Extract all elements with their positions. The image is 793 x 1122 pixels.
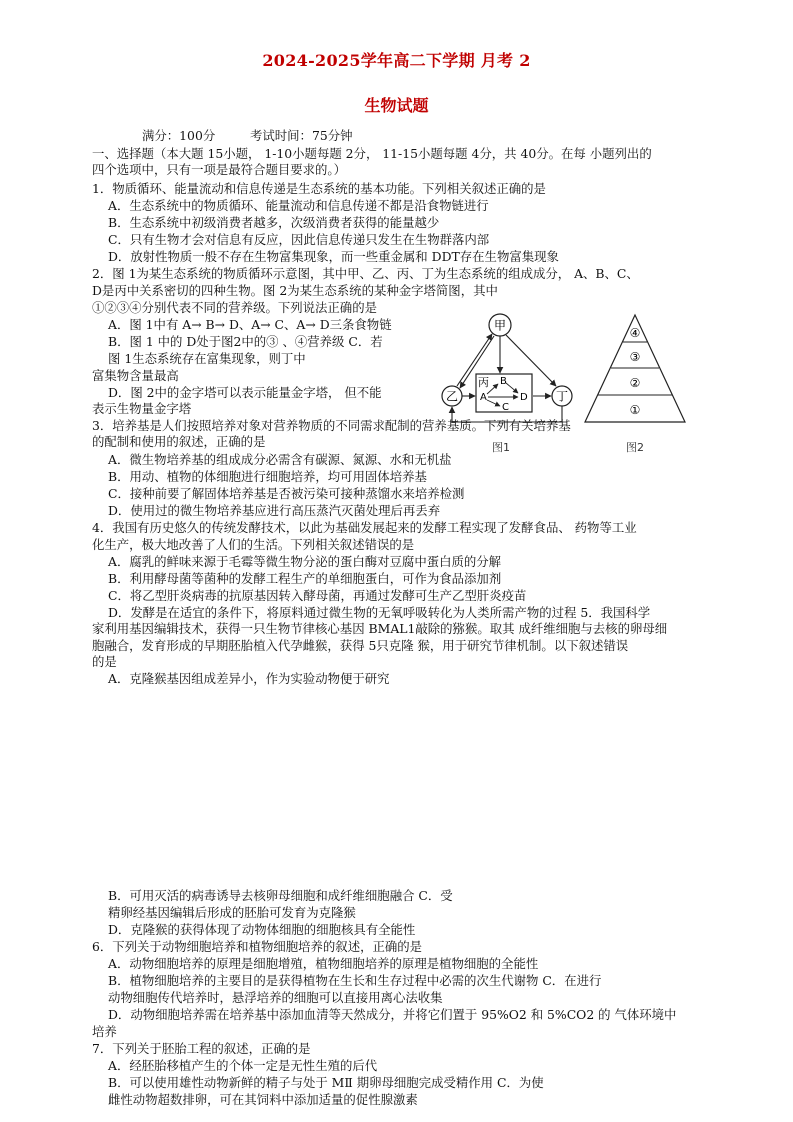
text-line: B．可用灭活的病毒诱导去核卵母细胞和成纤维细胞融合 C．受 xyxy=(108,888,453,903)
text-line: A．生态系统中的物质循环、能量流动和信息传递不都是沿食物链进行 xyxy=(108,198,489,213)
text-line: 3．培养基是人们按照培养对象对营养物质的不同需求配制的营养基质。下列有关培养基 xyxy=(92,418,571,433)
text-line: 的是 xyxy=(92,654,117,669)
exam-subtitle: 生物试题 xyxy=(364,96,429,115)
text-line: 雌性动物超数排卵，可在其饲料中添加适量的促性腺激素 xyxy=(108,1092,418,1107)
text-line: 四个选项中，只有一项是最符合题目要求的。） xyxy=(92,162,347,177)
text-line: A．动物细胞培养的原理是细胞增殖，植物细胞培养的原理是植物细胞的全能性 xyxy=(108,956,539,971)
figure1-caption: 图1 xyxy=(492,441,510,454)
figures-svg xyxy=(440,310,710,460)
text-line: B．植物细胞培养的主要目的是获得植物在生长和生存过程中必需的次生代谢物 C．在进行 xyxy=(108,973,602,988)
text-line: A．微生物培养基的组成成分必需含有碳源、氮源、水和无机盐 xyxy=(108,452,452,467)
node-yi-label: 乙 xyxy=(445,389,459,404)
text-line: D是丙中关系密切的四种生物。图 2为某生态系统的某种金字塔简图，其中 xyxy=(92,283,498,298)
box-bing-label: 丙 xyxy=(478,376,489,389)
text-line: 化生产，极大地改善了人们的生活。下列相关叙述错误的是 xyxy=(92,537,415,552)
text-line: 胞融合，发育形成的早期胚胎植入代孕雌猴，获得 5只克隆 猴，用于研究节律机制。以下叙述错误 xyxy=(92,638,629,653)
text-line: 2．图 1为某生态系统的物质循环示意图，其中甲、乙、丙、丁为生态系统的组成成分， A、B、C、 xyxy=(92,266,639,281)
text-line: 4．我国有历史悠久的传统发酵技术，以此为基础发展起来的发酵工程实现了发酵食品、 药物等工业 xyxy=(92,520,637,535)
text-line: B．图 1 中的 D处于图2中的③ 、④营养级 C．若 xyxy=(108,334,383,349)
text-line: B．利用酵母菌等菌种的发酵工程生产的单细胞蛋白，可作为食品添加剂 xyxy=(108,571,502,586)
level-2: ② xyxy=(629,376,641,390)
text-line: D．图 2中的金字塔可以表示能量金字塔， 但不能 xyxy=(108,385,382,400)
node-jia-label: 甲 xyxy=(493,318,507,333)
letter-a: A xyxy=(480,392,487,403)
text-line: A．图 1中有 A→ B→ D、A→ C、A→ D三条食物链 xyxy=(108,317,392,332)
text-line: B．可以使用雄性动物新鲜的精子与处于 MⅡ 期卵母细胞完成受精作用 C．为使 xyxy=(108,1075,544,1090)
text-line: 6．下列关于动物细胞培养和植物细胞培养的叙述，正确的是 xyxy=(92,939,423,954)
text-line: 的配制和使用的叙述，正确的是 xyxy=(92,434,266,449)
text-line: 图 1生态系统存在富集现象，则丁中 xyxy=(108,351,306,366)
letter-d: D xyxy=(520,392,528,403)
text-line: 7．下列关于胚胎工程的叙述，正确的是 xyxy=(92,1041,311,1056)
letter-b: B xyxy=(500,376,507,387)
level-3: ③ xyxy=(629,350,641,364)
text-line: B．用动、植物的体细胞进行细胞培养，均可用固体培养基 xyxy=(108,469,427,484)
text-line: A．经胚胎移植产生的个体一定是无性生殖的后代 xyxy=(108,1058,378,1073)
text-line: A．克隆猴基因组成差异小，作为实验动物便于研究 xyxy=(108,671,390,686)
text-line: 家利用基因编辑技术，获得一只生物节律核心基因 BMAL1敲除的猕猴。取其 成纤维细胞与去核的卵母细 xyxy=(92,621,668,636)
time-info: 考试时间：75分钟 xyxy=(250,128,353,143)
level-4: ④ xyxy=(629,326,641,340)
text-line: 表示生物量金字塔 xyxy=(92,401,192,416)
text-line: ①②③④分别代表不同的营养级。下列说法正确的是 xyxy=(92,300,377,315)
text-line: C．只有生物才会对信息有反应，因此信息传递只发生在生物群落内部 xyxy=(108,232,490,247)
figure1-diagram xyxy=(442,314,572,422)
text-line: D．克隆猴的获得体现了动物体细胞的细胞核具有全能性 xyxy=(108,922,416,937)
text-line: 1．物质循环、能量流动和信息传递是生态系统的基本功能。下列相关叙述正确的是 xyxy=(92,181,546,196)
text-line: D．动物细胞培养需在培养基中添加血清等天然成分，并将它们置于 95%O2 和 5%CO2 的 气体环境中 xyxy=(108,1007,677,1022)
text-line: C．将乙型肝炎病毒的抗原基因转入酵母菌，再通过发酵可生产乙型肝炎疫苗 xyxy=(108,588,527,603)
score-info: 满分：100分 xyxy=(142,128,216,143)
exam-title: 2024-2025学年高二下学期 月考 2 xyxy=(262,51,531,70)
level-1: ① xyxy=(629,403,641,417)
figure2-caption: 图2 xyxy=(626,441,644,454)
text-line: 动物细胞传代培养时，悬浮培养的细胞可以直接用离心法收集 xyxy=(108,990,443,1005)
text-line: 培养 xyxy=(92,1024,117,1039)
letter-c: C xyxy=(502,402,509,413)
text-line: D．发酵是在适宜的条件下，将原料通过微生物的无氧呼吸转化为人类所需产物的过程 5．我国科学 xyxy=(108,605,651,620)
node-ding-label: 丁 xyxy=(555,389,569,404)
text-line: 富集物含量最高 xyxy=(92,368,179,383)
text-line: B．生态系统中初级消费者越多，次级消费者获得的能量越少 xyxy=(108,215,440,230)
text-line: 一、选择题（本大题 15小题， 1-10小题每题 2分， 11-15小题每题 4分，共 40分。在每 小题列出的 xyxy=(92,146,652,161)
text-line: 精卵经基因编辑后形成的胚胎可发育为克隆猴 xyxy=(108,905,356,920)
figure-area xyxy=(440,310,710,460)
text-line: D．放射性物质一般不存在生物富集现象，而一些重金属和 DDT存在生物富集现象 xyxy=(108,249,559,264)
text-line: D．使用过的微生物培养基应进行高压蒸汽灭菌处理后再丢弃 xyxy=(108,503,441,518)
text-line: C．接种前要了解固体培养基是否被污染可接种蒸馏水来培养检测 xyxy=(108,486,465,501)
text-line: A．腐乳的鲜味来源于毛霉等微生物分泌的蛋白酶对豆腐中蛋白质的分解 xyxy=(108,554,502,569)
figure2-pyramid xyxy=(585,315,685,422)
